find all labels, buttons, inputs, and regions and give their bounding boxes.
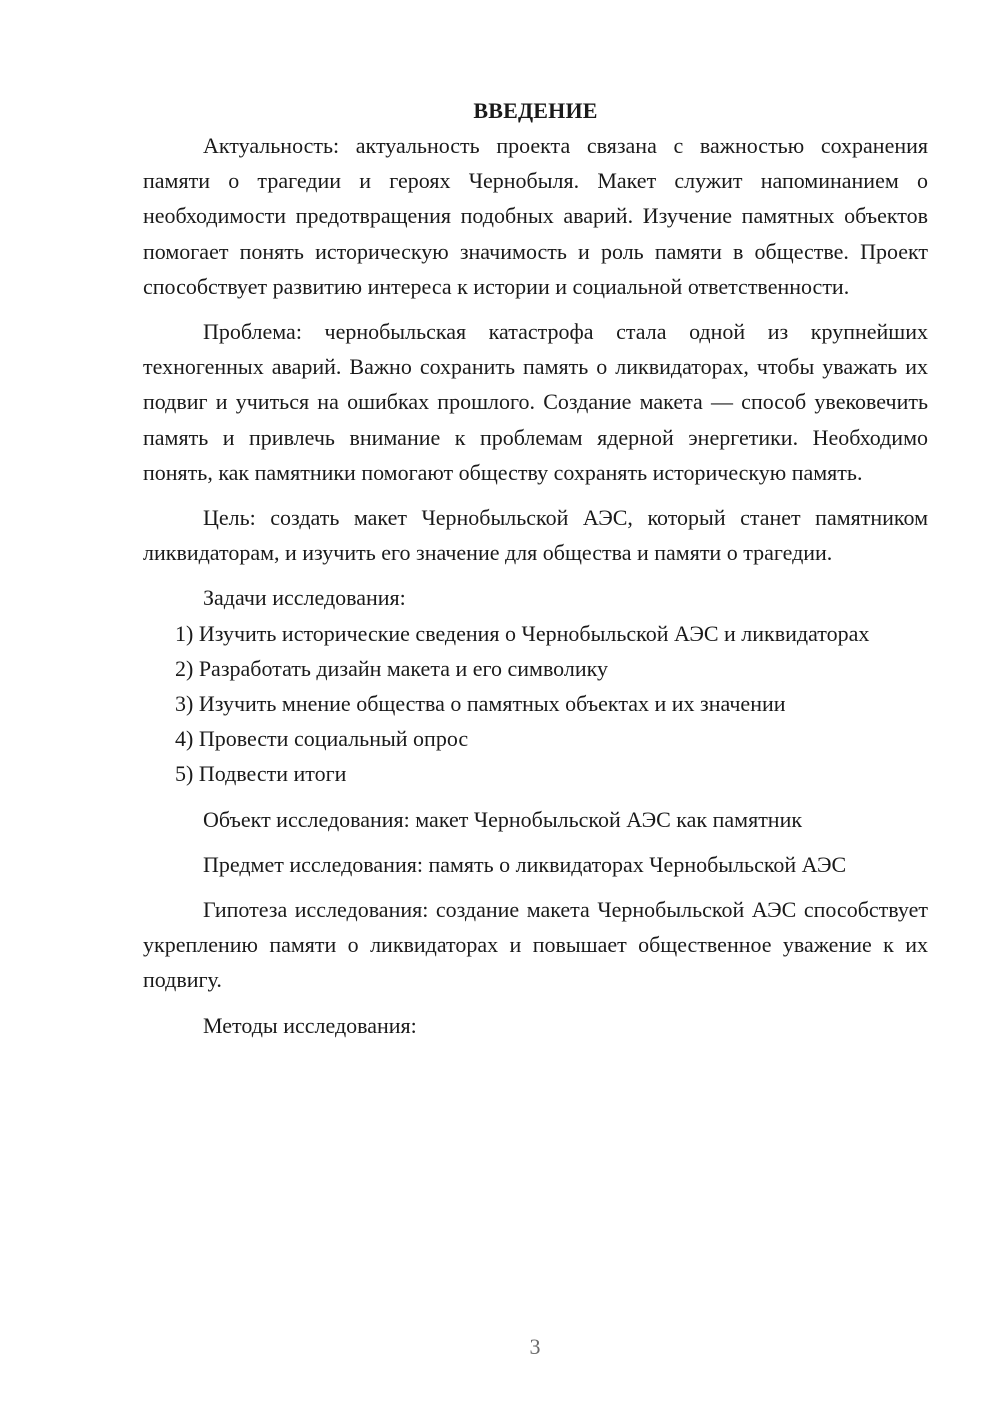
task-item-2: 2) Разработать дизайн макета и его символику [175, 655, 609, 681]
section-heading: ВВЕДЕНИЕ [473, 98, 598, 123]
page-number: 3 [529, 1334, 541, 1359]
problem-paragraph: Проблема: чернобыльская катастрофа стала одной из крупнейших техногенных аварий. Важно сохранить память о ликвидаторах, чтобы уважать их подвиг и учиться на ошибках прошлого. Создание макета — способ увековечить память и привлечь внимание к проблемам ядерной энергетики. Необходимо понять, как памятники помогают обществу сохранять историческую память. [143, 319, 928, 485]
methods-heading: Методы исследования: [203, 1012, 417, 1038]
task-item-3: 3) Изучить мнение общества о памятных объектах и их значении [175, 691, 786, 717]
goal-paragraph: Цель: создать макет Чернобыльской АЭС, который станет памятником ликвидаторам, и изучить его значение для общества и памяти о трагедии. [143, 505, 928, 566]
task-item-4: 4) Провести социальный опрос [175, 726, 469, 752]
subject-paragraph: Предмет исследования: память о ликвидаторах Чернобыльской АЭС [203, 851, 847, 877]
task-item-5: 5) Подвести итоги [175, 761, 347, 787]
task-item-1: 1) Изучить исторические сведения о Чернобыльской АЭС и ликвидаторах [175, 620, 870, 646]
page-content [143, 93, 928, 1043]
hypothesis-paragraph: Гипотеза исследования: создание макета Чернобыльской АЭС способствует укреплению памяти о ликвидаторах и повышает общественное уважение к их подвигу. [143, 897, 928, 993]
relevance-paragraph: Актуальность: актуальность проекта связана с важностью сохранения памяти о трагедии и героях Чернобыля. Макет служит напоминанием о необходимости предотвращения подобных аварий. Изучение памятных объектов помогает понять историческую значимость и роль памяти в обществе. Проект способствует развитию интереса к истории и социальной ответственности. [143, 133, 928, 299]
tasks-heading: Задачи исследования: [203, 585, 406, 611]
object-paragraph: Объект исследования: макет Чернобыльской АЭС как памятник [203, 806, 803, 832]
